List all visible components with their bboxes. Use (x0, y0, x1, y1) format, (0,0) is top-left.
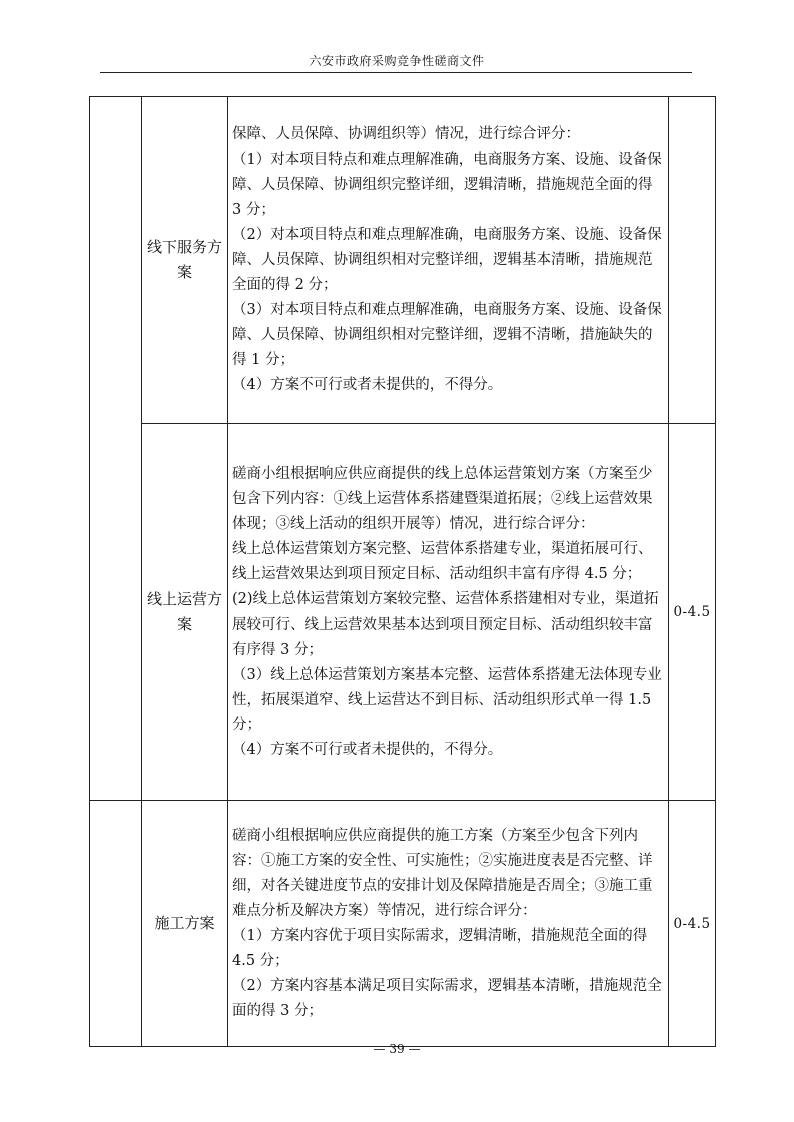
category-cell (90, 801, 142, 1047)
item-cell: 施工方案 (142, 801, 228, 1047)
page-header-title: 六安市政府采购竞争性磋商文件 (309, 54, 485, 68)
table-row (90, 97, 716, 424)
score-cell: 0-4.5 (669, 424, 716, 801)
criteria-line: （3）对本项目特点和难点理解准确，电商服务方案、设施、设备保障、人员保障、协调组织相对完整详细，逻辑不清晰，措施缺失的得 1 分； (232, 302, 662, 369)
criteria-line: 磋商小组根据响应供应商提供的线上总体运营策划方案（方案至少包含下列内容：①线上运营体系搭建暨渠道拓展；②线上运营效果体现；③线上活动的组织开展等）情况，进行综合评分： (232, 465, 653, 533)
criteria-line: （3）线上总体运营策划方案基本完整、运营体系搭建无法体现专业性，拓展渠道窄、线上运营达不到目标、活动组织形式单一得 1.5 分； (232, 666, 662, 733)
header-divider (100, 72, 692, 73)
criteria-line: 保障、人员保障、协调组织等）情况，进行综合评分： (232, 126, 580, 143)
scoring-table (89, 96, 716, 1047)
page-number: — 39 — (373, 1042, 421, 1056)
criteria-line: 磋商小组根据响应供应商提供的施工方案（方案至少包含下列内容：①施工方案的安全性、可实施性；②实施进度表是否完整、详细，对各关键进度节点的安排计划及保障措施是否周全；③施工重难点分析及解决方案）等情况，进行综合评分： (232, 827, 653, 919)
table-row (90, 801, 716, 1047)
criteria-line: （4）方案不可行或者未提供的，不得分。 (232, 377, 503, 394)
criteria-line: （2）方案内容基本满足项目实际需求，逻辑基本清晰，措施规范全面的得 3 分； (232, 978, 662, 1020)
criteria-line: （2）对本项目特点和难点理解准确，电商服务方案、设施、设备保障、人员保障、协调组织相对完整详细，逻辑基本清晰，措施规范全面的得 2 分； (232, 226, 662, 294)
criteria-cell (228, 97, 669, 424)
criteria-line: 线上总体运营策划方案完整、运营体系搭建专业，渠道拓展可行、线上运营效果达到项目预定目标、活动组织丰富有序得 4.5 分； (232, 541, 653, 583)
criteria-cell (228, 801, 669, 1047)
table-row (90, 424, 716, 801)
criteria-line: （1）对本项目特点和难点理解准确，电商服务方案、设施、设备保障、人员保障、协调组织完整详细，逻辑清晰，措施规范全面的得 3 分； (232, 151, 662, 218)
score-cell: 0-4.5 (669, 801, 716, 1047)
criteria-line: (2)线上总体运营策划方案较完整、运营体系搭建相对专业，渠道拓展较可行、线上运营效果基本达到项目预定目标、活动组织较丰富有序得 3 分； (232, 591, 659, 658)
item-cell: 线上运营方案 (142, 424, 228, 801)
item-cell: 线下服务方案 (142, 97, 228, 424)
criteria-line: （4）方案不可行或者未提供的，不得分。 (232, 741, 503, 758)
criteria-cell (228, 424, 669, 801)
criteria-line: （1）方案内容优于项目实际需求，逻辑清晰，措施规范全面的得 4.5 分； (232, 928, 648, 970)
score-cell (669, 97, 716, 424)
category-cell (90, 97, 142, 801)
